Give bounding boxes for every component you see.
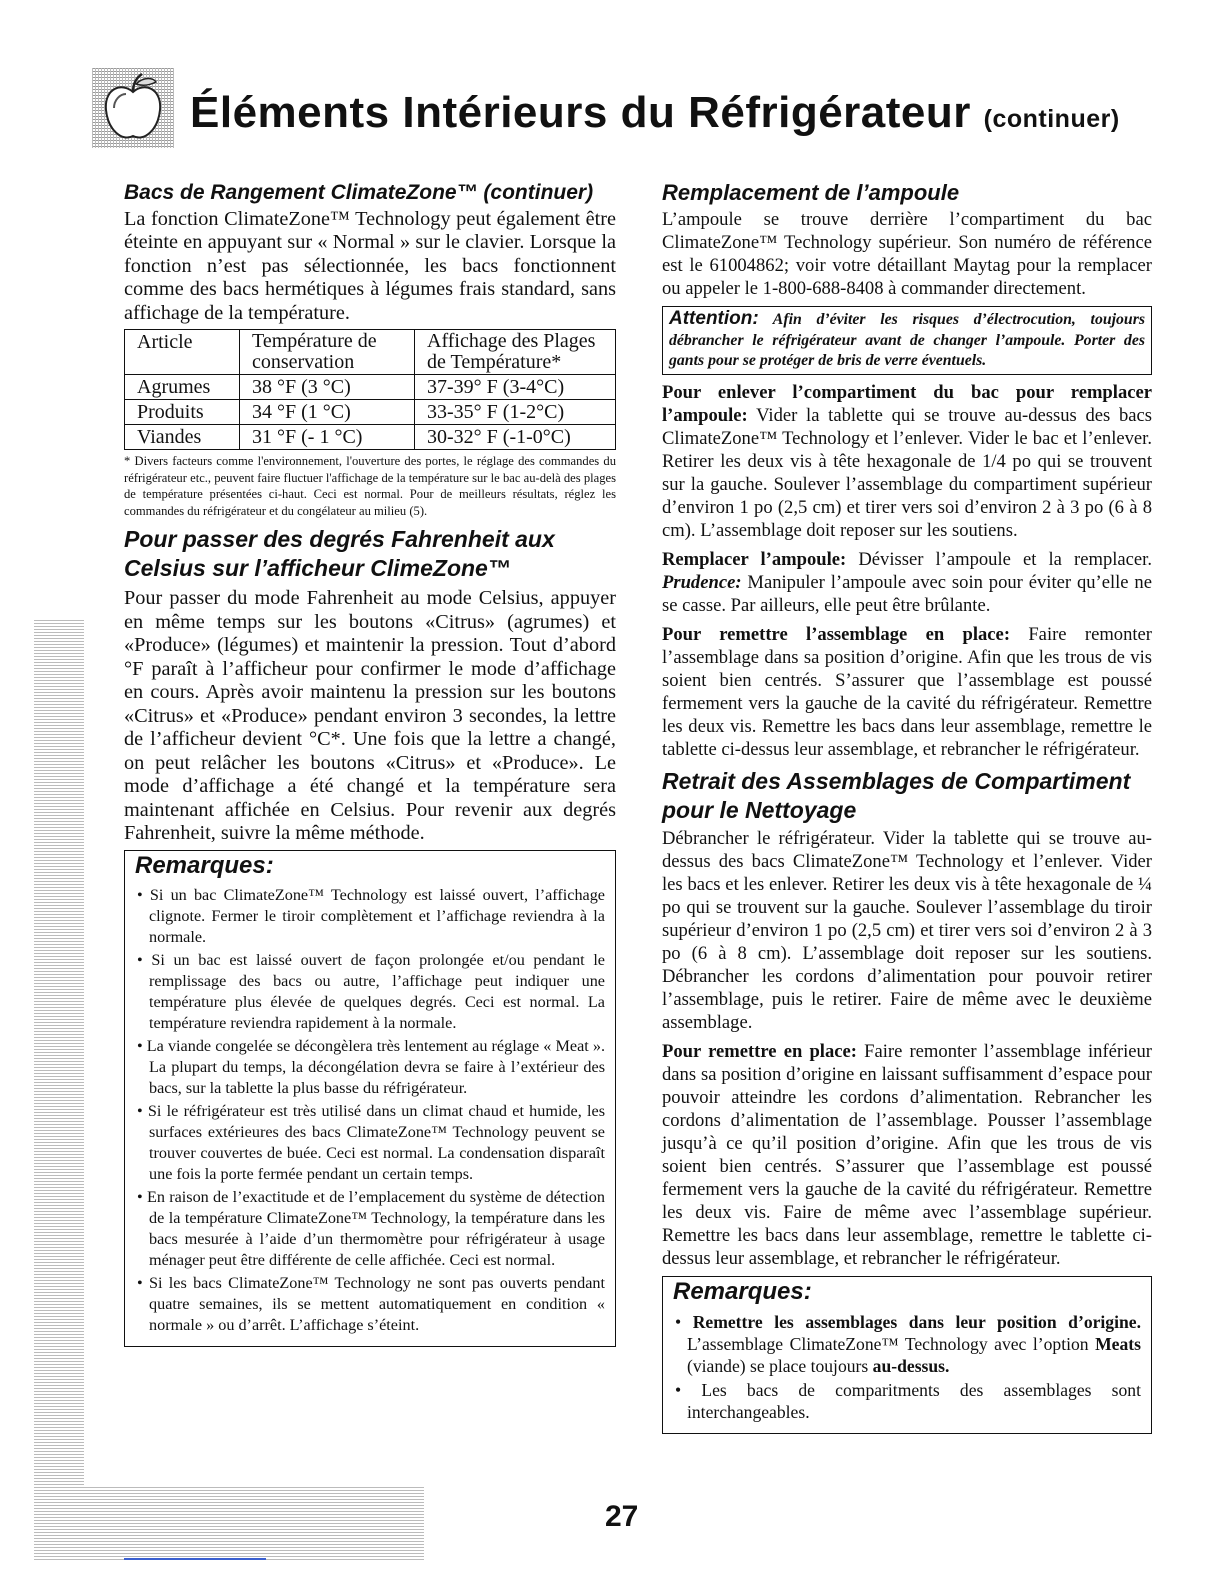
bulb-heading: Remplacement de l’ampoule [662, 180, 960, 205]
remove-compartment-paragraph [662, 381, 1152, 542]
title-main: Éléments Intérieurs du Réfrigérateur [190, 88, 971, 137]
note-bold-lead: Remettre les assemblages dans leur position d’origine. [692, 1311, 1141, 1332]
list-item: • Les bacs de comparitments des assemblages sont interchangeables. [673, 1379, 1141, 1423]
page-number: 27 [605, 1500, 639, 1533]
caution-text: Manipuler l’ampoule avec soin pour éviter qu’elle ne se casse. Par ailleurs, elle peut être brûlante. [662, 571, 1152, 616]
note-text: (viande) se place toujours [687, 1355, 869, 1376]
climatezone-heading: Bacs de Rangement ClimateZone™ (continuer) [124, 181, 594, 204]
list-item: • La viande congelée se décongèlera très lentement au réglage « Meat ». La plupart du temps, la décongélation devra se faire à l’extérieur des bacs, sur la tablette la plus basse du réfrigérateur. [135, 1036, 605, 1099]
replace-bulb-lead: Remplacer l’ampoule: [662, 548, 847, 570]
notes-title: Remarques: [673, 1277, 812, 1305]
list-item: • Si un bac ClimateZone™ Technology est laissé ouvert, l’affichage clignote. Fermer le tiroir complètement et l’affichage reviendra à la normale. [135, 885, 605, 948]
fahrenheit-celsius-body: Pour passer du mode Fahrenheit au mode Celsius, appuyer en même temps sur les boutons «Citrus» (agrumes) et «Produce» (légumes) et maintenir la pression. Tout d’abord °F paraît à l’afficheur pour confirmer le mode d’affichage en cours. Après avoir maintenu la pression sur les boutons «Citrus» et «Produce» pendant environ 3 secondes, la lettre de l’afficheur devient °C*. Une fois que la lettre a changé, on peut relâcher les boutons «Citrus» et «Produce». Le mode d’affichage a été changé et la température sera maintenant affichée en Celsius. Pour revenir aux degrés Fahrenheit, suivre la même méthode. [124, 587, 616, 845]
left-column [124, 180, 616, 1347]
title-suffix: (continuer) [983, 105, 1120, 133]
notes-list [135, 885, 605, 1336]
caution-label: Prudence: [662, 571, 742, 593]
list-item: • Si le réfrigérateur est très utilisé dans un climat chaud et humide, les surfaces extérieures des bacs ClimateZone™ Technology peuvent se trouver couvertes de buée. Ceci est normal. La condensation disparaît une fois la porte fermée pendant un certain temps. [135, 1101, 605, 1185]
list-item: • Si les bacs ClimateZone™ Technology ne sont pas ouverts pendant quatre semaines, ils se mettent automatiquement en condition « normale » ou d’arrêt. L’affichage s’éteint. [135, 1273, 605, 1336]
list-item: • En raison de l’exactitude et de l’emplacement du système de détection de la température ClimateZone™ Technology, la température dans les bacs mesurée à l’aide d’un thermomètre pour réfrigérateur à usage ménager peut être différente de celle affichée. Ceci est normal. [135, 1187, 605, 1271]
attention-box [662, 306, 1152, 375]
note-bold-meats: Meats [1095, 1333, 1141, 1354]
reinstall-lead: Pour remettre l’assemblage en place: [662, 623, 1011, 645]
table-cell: 30-32° F (-1-0°C) [415, 425, 616, 450]
table-row [125, 375, 616, 400]
cleaning-heading: Retrait des Assemblages de Compartiment pour le Nettoyage [662, 767, 1131, 823]
replace-bulb-paragraph [662, 548, 1152, 617]
table-footnote: * Divers facteurs comme l'environnement, l'ouverture des portes, le réglage des commandes du réfrigérateur etc., peuvent faire fluctuer l'affichage de la température sur le bac au-delà des plages de température présentées ci-haut. Ceci est normal. Pour de meilleurs résultats, réglez les commandes du réfrigérateur et du congélateur au milieu (5). [124, 454, 616, 518]
list-item: • Si un bac est laissé ouvert de façon prolongée et/ou pendant le remplissage des bacs ou autre, l’affichage peut indiquer une température plus élevée de quelques degrés. Ceci est normal. La température reviendra rapidement à la normale. [135, 950, 605, 1034]
put-back-text: Faire remonter l’assemblage inférieur dans sa position d’origine en laissant suffisamment d’espace pour pouvoir atteindre les cordons d’alimentation. Rebrancher les cordons d’alimentation de l’assemblage. Pousser l’assemblage jusqu’à ce qu’il position d’origine. Afin que les trous de vis soient bien centrés. S’assurer que l’assemblage est poussé fermement vers la gauche de la cavité du réfrigérateur. Remettre les deux vis. Faire de même avec l’assemblage supérieur. Remettre les bacs dans leur assemblage, remettre le tablette ci-dessus leur assemblage, et rebrancher le réfrigérateur. [662, 1040, 1152, 1269]
table-header-cell: Affichage des Plages de Température* [415, 330, 616, 375]
decorative-hatch-left [34, 620, 84, 1560]
attention-label: Attention: [669, 308, 759, 329]
table-cell: 33-35° F (1-2°C) [415, 400, 616, 425]
table-header-row [125, 330, 616, 375]
table-cell: 37-39° F (3-4°C) [415, 375, 616, 400]
put-back-paragraph [662, 1040, 1152, 1270]
fahrenheit-celsius-heading: Pour passer des degrés Fahrenheit aux Celsius sur l’afficheur ClimeZone™ [124, 526, 555, 582]
bulb-intro: L’ampoule se trouve derrière l’compartiment du bac ClimateZone™ Technology supérieur. Son numéro de référence est le 61004862; voir votre détaillant Maytag pour la remplacer ou appeler le 1-800-688-8408 à commander directement. [662, 209, 1152, 299]
table-cell: 31 °F (- 1 °C) [240, 425, 415, 450]
decorative-hatch-bottom [84, 1486, 424, 1560]
notes-list [673, 1311, 1141, 1423]
table-cell: 34 °F (1 °C) [240, 400, 415, 425]
bottom-rule [124, 1558, 266, 1560]
apple-logo-icon [92, 68, 174, 148]
notes-title: Remarques: [135, 851, 274, 879]
table-cell: Viandes [125, 425, 240, 450]
page-title [190, 88, 1120, 138]
temperature-table [124, 329, 616, 450]
replace-bulb-text: Dévisser l’ampoule et la remplacer. [858, 548, 1152, 570]
left-notes-box [124, 850, 616, 1347]
list-item [673, 1311, 1141, 1377]
note-bold-above: au-dessus. [872, 1355, 950, 1376]
table-header-cell: Article [125, 330, 240, 375]
table-cell: 38 °F (3 °C) [240, 375, 415, 400]
climatezone-intro: La fonction ClimateZone™ Technology peut également être éteinte en appuyant sur « Normal » sur le clavier. Lorsque la fonction n’est pas sélectionnée, les bacs fonctionnent comme des bacs hermétiques à légumes frais standard, sans affichage de la température. [124, 208, 616, 324]
table-cell: Agrumes [125, 375, 240, 400]
table-header-cell: Température de conservation [240, 330, 415, 375]
note-text: L’assemblage ClimateZone™ Technology avec l’option [687, 1333, 1089, 1354]
table-row [125, 400, 616, 425]
reinstall-paragraph [662, 623, 1152, 761]
cleaning-paragraph: Débrancher le réfrigérateur. Vider la tablette qui se trouve au-dessus des bacs ClimateZone™ Technology et l’enlever. Vider les bacs et les enlever. Retirer les deux vis à tête hexagonale de ¼ po qui se trouvent sur la gauche. Soulever l’assemblage du tiroir supérieur d’environ 1 po (2,5 cm) et tirer vers soi d’environ 2 à 3 po (6 à 8 cm). L’assemblage doit reposer sur les soutiens. Débrancher les cordons d’alimentation pour pouvoir retirer l’assemblage, puis le retirer. Faire de même avec le deuxième assemblage. [662, 827, 1152, 1033]
remove-compartment-text: Vider la tablette qui se trouve au-dessus des bacs ClimateZone™ Technology et l’enlever. Vider le bac et l’enlever. Retirer les deux vis à tête hexagonale de 1/4 po qui se trouvent sur la gauche. Soulever l’assemblage du compartiment supérieur d’environ 1 po (2,5 cm) et tirer vers soi d’environ 2 à 3 po (6 à 8 cm). L’assemblage doit reposer sur les soutiens. [662, 404, 1152, 541]
right-notes-box [662, 1276, 1152, 1434]
table-cell: Produits [125, 400, 240, 425]
put-back-lead: Pour remettre en place: [662, 1040, 857, 1062]
remove-compartment-lead: Pour enlever l’compartiment du bac pour remplacer l’ampoule: [662, 381, 1152, 426]
right-column [662, 180, 1152, 1434]
reinstall-text: Faire remonter l’assemblage dans sa position d’origine. Afin que les trous de vis soient bien centrés. S’assurer que l’assemblage est poussé fermement vers la gauche de la cavité du réfrigérateur. Remettre les deux vis. Remettre les bacs dans leur assemblage, remettre le tablette ci-dessus leur assemblage, et rebrancher le réfrigérateur. [662, 623, 1152, 760]
table-row [125, 425, 616, 450]
attention-text: Afin d’éviter les risques d’électrocution, toujours débrancher le réfrigérateur avant de changer l’ampoule. Porter des gants pour se protéger de bris de verre éventuels. [669, 311, 1145, 369]
